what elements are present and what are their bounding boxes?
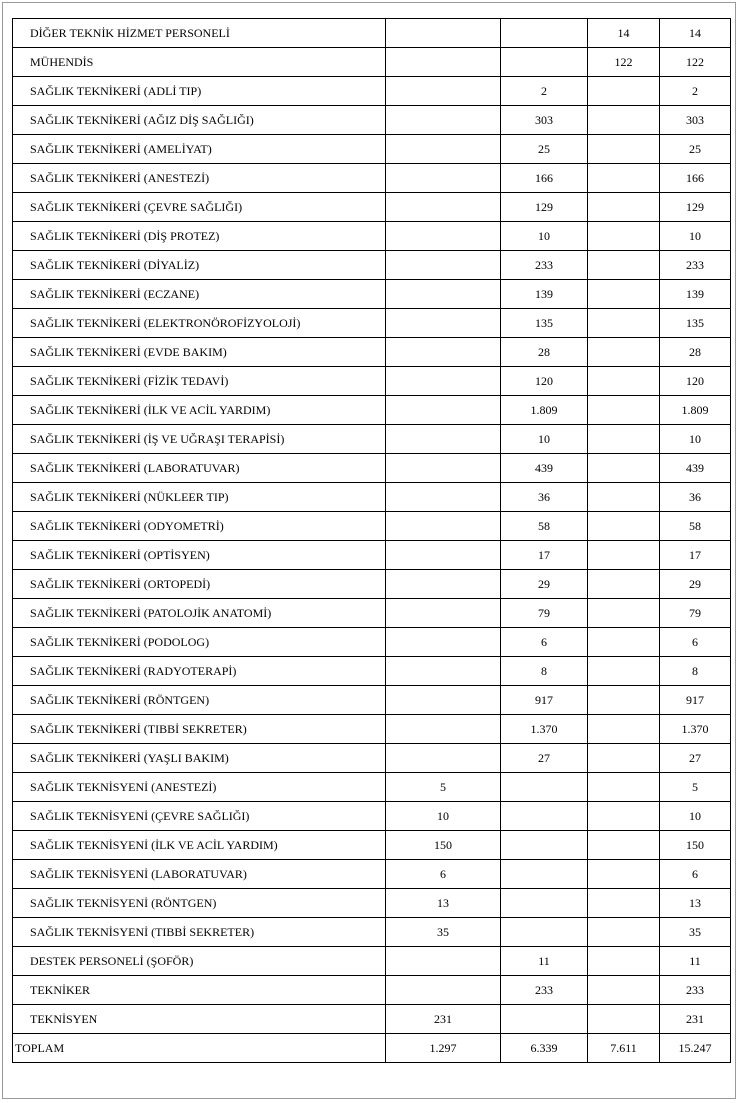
position-name-cell: SAĞLIK TEKNİKERİ (AMELİYAT) bbox=[13, 135, 386, 164]
count-cell-1 bbox=[386, 106, 501, 135]
count-cell-3 bbox=[588, 251, 660, 280]
position-name-cell: SAĞLIK TEKNİKERİ (YAŞLI BAKIM) bbox=[13, 744, 386, 773]
count-cell-3 bbox=[588, 367, 660, 396]
count-cell-2 bbox=[501, 802, 588, 831]
table-row bbox=[13, 309, 731, 338]
count-cell-3 bbox=[588, 918, 660, 947]
table-row bbox=[13, 570, 731, 599]
table-row bbox=[13, 367, 731, 396]
row-total-cell: 122 bbox=[660, 48, 731, 77]
count-cell-2: 28 bbox=[501, 338, 588, 367]
count-cell-1 bbox=[386, 454, 501, 483]
position-name-cell: SAĞLIK TEKNİKERİ (AĞIZ DİŞ SAĞLIĞI) bbox=[13, 106, 386, 135]
table-row bbox=[13, 628, 731, 657]
count-cell-1 bbox=[386, 135, 501, 164]
count-cell-2: 139 bbox=[501, 280, 588, 309]
row-total-cell: 1.370 bbox=[660, 715, 731, 744]
count-cell-2 bbox=[501, 889, 588, 918]
row-total-cell: 11 bbox=[660, 947, 731, 976]
table-row bbox=[13, 164, 731, 193]
count-cell-3 bbox=[588, 1005, 660, 1034]
row-total-cell: 79 bbox=[660, 599, 731, 628]
row-total-cell: 150 bbox=[660, 831, 731, 860]
row-total-cell: 2 bbox=[660, 77, 731, 106]
count-cell-1 bbox=[386, 512, 501, 541]
table-row bbox=[13, 831, 731, 860]
count-cell-1 bbox=[386, 77, 501, 106]
count-cell-2: 10 bbox=[501, 222, 588, 251]
table-row bbox=[13, 657, 731, 686]
count-cell-1 bbox=[386, 367, 501, 396]
count-cell-2: 129 bbox=[501, 193, 588, 222]
count-cell-3 bbox=[588, 280, 660, 309]
count-cell-1 bbox=[386, 338, 501, 367]
count-cell-1: 6 bbox=[386, 860, 501, 889]
table-row bbox=[13, 715, 731, 744]
position-name-cell: SAĞLIK TEKNİSYENİ (ANESTEZİ) bbox=[13, 773, 386, 802]
table-row bbox=[13, 918, 731, 947]
count-cell-3 bbox=[588, 686, 660, 715]
position-name-cell: SAĞLIK TEKNİSYENİ (LABORATUVAR) bbox=[13, 860, 386, 889]
table-row bbox=[13, 396, 731, 425]
count-cell-2: 36 bbox=[501, 483, 588, 512]
row-total-cell: 439 bbox=[660, 454, 731, 483]
row-total-cell: 13 bbox=[660, 889, 731, 918]
row-total-cell: 10 bbox=[660, 802, 731, 831]
table-row bbox=[13, 251, 731, 280]
count-cell-1 bbox=[386, 251, 501, 280]
count-cell-3 bbox=[588, 947, 660, 976]
table-row bbox=[13, 541, 731, 570]
position-name-cell: SAĞLIK TEKNİKERİ (İLK VE ACİL YARDIM) bbox=[13, 396, 386, 425]
count-cell-1 bbox=[386, 744, 501, 773]
position-name-cell: TEKNİKER bbox=[13, 976, 386, 1005]
count-cell-1 bbox=[386, 193, 501, 222]
count-cell-2 bbox=[501, 831, 588, 860]
count-cell-1 bbox=[386, 222, 501, 251]
count-cell-2: 233 bbox=[501, 251, 588, 280]
table-row bbox=[13, 106, 731, 135]
count-cell-3 bbox=[588, 715, 660, 744]
position-name-cell: SAĞLIK TEKNİSYENİ (ÇEVRE SAĞLIĞI) bbox=[13, 802, 386, 831]
count-cell-1 bbox=[386, 686, 501, 715]
table-row bbox=[13, 19, 731, 48]
count-cell-1 bbox=[386, 570, 501, 599]
row-total-cell: 36 bbox=[660, 483, 731, 512]
count-cell-1 bbox=[386, 164, 501, 193]
position-name-cell: SAĞLIK TEKNİKERİ (PATOLOJİK ANATOMİ) bbox=[13, 599, 386, 628]
table-row bbox=[13, 135, 731, 164]
count-cell-1 bbox=[386, 309, 501, 338]
position-name-cell: SAĞLIK TEKNİKERİ (ÇEVRE SAĞLIĞI) bbox=[13, 193, 386, 222]
total-row bbox=[13, 1034, 731, 1063]
count-cell-3 bbox=[588, 657, 660, 686]
position-name-cell: SAĞLIK TEKNİSYENİ (RÖNTGEN) bbox=[13, 889, 386, 918]
count-cell-1 bbox=[386, 396, 501, 425]
count-cell-2 bbox=[501, 1005, 588, 1034]
count-cell-1 bbox=[386, 425, 501, 454]
count-cell-2: 1.809 bbox=[501, 396, 588, 425]
count-cell-1: 231 bbox=[386, 1005, 501, 1034]
count-cell-3 bbox=[588, 512, 660, 541]
count-cell-1 bbox=[386, 541, 501, 570]
row-total-cell: 17 bbox=[660, 541, 731, 570]
count-cell-3 bbox=[588, 802, 660, 831]
position-name-cell: SAĞLIK TEKNİSYENİ (TIBBİ SEKRETER) bbox=[13, 918, 386, 947]
row-total-cell: 27 bbox=[660, 744, 731, 773]
position-name-cell: SAĞLIK TEKNİKERİ (PODOLOG) bbox=[13, 628, 386, 657]
row-total-cell: 1.809 bbox=[660, 396, 731, 425]
count-cell-1 bbox=[386, 657, 501, 686]
position-name-cell: SAĞLIK TEKNİKERİ (ADLİ TIP) bbox=[13, 77, 386, 106]
count-cell-1 bbox=[386, 628, 501, 657]
position-name-cell: SAĞLIK TEKNİKERİ (TIBBİ SEKRETER) bbox=[13, 715, 386, 744]
row-total-cell: 35 bbox=[660, 918, 731, 947]
count-cell-2: 25 bbox=[501, 135, 588, 164]
row-total-cell: 120 bbox=[660, 367, 731, 396]
position-name-cell: SAĞLIK TEKNİKERİ (DİYALİZ) bbox=[13, 251, 386, 280]
position-name-cell: SAĞLIK TEKNİKERİ (FİZİK TEDAVİ) bbox=[13, 367, 386, 396]
table-row bbox=[13, 744, 731, 773]
row-total-cell: 303 bbox=[660, 106, 731, 135]
table-row bbox=[13, 773, 731, 802]
row-total-cell: 8 bbox=[660, 657, 731, 686]
position-name-cell: SAĞLIK TEKNİKERİ (ODYOMETRİ) bbox=[13, 512, 386, 541]
count-cell-3: 7.611 bbox=[588, 1034, 660, 1063]
count-cell-3 bbox=[588, 135, 660, 164]
count-cell-2: 6 bbox=[501, 628, 588, 657]
count-cell-2: 1.370 bbox=[501, 715, 588, 744]
row-total-cell: 6 bbox=[660, 860, 731, 889]
table-row bbox=[13, 425, 731, 454]
table-row bbox=[13, 280, 731, 309]
count-cell-3 bbox=[588, 222, 660, 251]
count-cell-1: 35 bbox=[386, 918, 501, 947]
count-cell-2: 166 bbox=[501, 164, 588, 193]
count-cell-2 bbox=[501, 860, 588, 889]
position-name-cell: SAĞLIK TEKNİKERİ (ECZANE) bbox=[13, 280, 386, 309]
count-cell-1 bbox=[386, 976, 501, 1005]
table-row bbox=[13, 802, 731, 831]
position-name-cell: DİĞER TEKNİK HİZMET PERSONELİ bbox=[13, 19, 386, 48]
count-cell-3 bbox=[588, 338, 660, 367]
count-cell-2: 233 bbox=[501, 976, 588, 1005]
row-total-cell: 139 bbox=[660, 280, 731, 309]
row-total-cell: 231 bbox=[660, 1005, 731, 1034]
position-name-cell: MÜHENDİS bbox=[13, 48, 386, 77]
table-row bbox=[13, 889, 731, 918]
table-row bbox=[13, 860, 731, 889]
count-cell-3 bbox=[588, 77, 660, 106]
count-cell-1 bbox=[386, 715, 501, 744]
position-name-cell: SAĞLIK TEKNİKERİ (EVDE BAKIM) bbox=[13, 338, 386, 367]
table-row bbox=[13, 976, 731, 1005]
table-row bbox=[13, 454, 731, 483]
count-cell-2 bbox=[501, 773, 588, 802]
count-cell-2: 6.339 bbox=[501, 1034, 588, 1063]
count-cell-3 bbox=[588, 309, 660, 338]
table-row bbox=[13, 48, 731, 77]
position-name-cell: SAĞLIK TEKNİKERİ (NÜKLEER TIP) bbox=[13, 483, 386, 512]
count-cell-3 bbox=[588, 454, 660, 483]
position-name-cell: TEKNİSYEN bbox=[13, 1005, 386, 1034]
row-total-cell: 233 bbox=[660, 251, 731, 280]
table-body bbox=[13, 19, 731, 1063]
row-total-cell: 15.247 bbox=[660, 1034, 731, 1063]
count-cell-2: 27 bbox=[501, 744, 588, 773]
count-cell-1: 1.297 bbox=[386, 1034, 501, 1063]
position-name-cell: DESTEK PERSONELİ (ŞOFÖR) bbox=[13, 947, 386, 976]
count-cell-2: 79 bbox=[501, 599, 588, 628]
table-row bbox=[13, 947, 731, 976]
count-cell-3 bbox=[588, 773, 660, 802]
count-cell-3 bbox=[588, 599, 660, 628]
count-cell-1 bbox=[386, 483, 501, 512]
table-row bbox=[13, 193, 731, 222]
count-cell-2: 917 bbox=[501, 686, 588, 715]
count-cell-2 bbox=[501, 918, 588, 947]
row-total-cell: 29 bbox=[660, 570, 731, 599]
count-cell-3 bbox=[588, 106, 660, 135]
table-row bbox=[13, 77, 731, 106]
count-cell-1: 150 bbox=[386, 831, 501, 860]
count-cell-3 bbox=[588, 425, 660, 454]
row-total-cell: 135 bbox=[660, 309, 731, 338]
count-cell-2: 2 bbox=[501, 77, 588, 106]
position-name-cell: SAĞLIK TEKNİKERİ (İŞ VE UĞRAŞI TERAPİSİ) bbox=[13, 425, 386, 454]
table-row bbox=[13, 512, 731, 541]
position-name-cell: SAĞLIK TEKNİKERİ (OPTİSYEN) bbox=[13, 541, 386, 570]
table-row bbox=[13, 686, 731, 715]
position-name-cell: SAĞLIK TEKNİKERİ (LABORATUVAR) bbox=[13, 454, 386, 483]
row-total-cell: 58 bbox=[660, 512, 731, 541]
row-total-cell: 5 bbox=[660, 773, 731, 802]
position-name-cell: SAĞLIK TEKNİKERİ (ANESTEZİ) bbox=[13, 164, 386, 193]
count-cell-2: 10 bbox=[501, 425, 588, 454]
count-cell-2: 58 bbox=[501, 512, 588, 541]
position-name-cell: SAĞLIK TEKNİSYENİ (İLK VE ACİL YARDIM) bbox=[13, 831, 386, 860]
count-cell-3 bbox=[588, 193, 660, 222]
row-total-cell: 28 bbox=[660, 338, 731, 367]
staff-count-table bbox=[12, 18, 731, 1063]
count-cell-3: 122 bbox=[588, 48, 660, 77]
position-name-cell: SAĞLIK TEKNİKERİ (DİŞ PROTEZ) bbox=[13, 222, 386, 251]
table-row bbox=[13, 599, 731, 628]
row-total-cell: 10 bbox=[660, 425, 731, 454]
count-cell-3 bbox=[588, 164, 660, 193]
row-total-cell: 25 bbox=[660, 135, 731, 164]
position-name-cell: SAĞLIK TEKNİKERİ (RADYOTERAPİ) bbox=[13, 657, 386, 686]
count-cell-2: 120 bbox=[501, 367, 588, 396]
count-cell-2: 303 bbox=[501, 106, 588, 135]
count-cell-3 bbox=[588, 976, 660, 1005]
count-cell-3 bbox=[588, 483, 660, 512]
table-row bbox=[13, 483, 731, 512]
row-total-cell: 14 bbox=[660, 19, 731, 48]
count-cell-1 bbox=[386, 947, 501, 976]
document-page bbox=[2, 2, 736, 1099]
row-total-cell: 6 bbox=[660, 628, 731, 657]
count-cell-3 bbox=[588, 396, 660, 425]
position-name-cell: SAĞLIK TEKNİKERİ (ORTOPEDİ) bbox=[13, 570, 386, 599]
row-total-cell: 917 bbox=[660, 686, 731, 715]
count-cell-1 bbox=[386, 280, 501, 309]
count-cell-2: 439 bbox=[501, 454, 588, 483]
table-row bbox=[13, 1005, 731, 1034]
table-row bbox=[13, 222, 731, 251]
count-cell-2 bbox=[501, 48, 588, 77]
count-cell-3 bbox=[588, 628, 660, 657]
row-total-cell: 129 bbox=[660, 193, 731, 222]
count-cell-2: 29 bbox=[501, 570, 588, 599]
row-total-cell: 166 bbox=[660, 164, 731, 193]
count-cell-2 bbox=[501, 19, 588, 48]
count-cell-1 bbox=[386, 19, 501, 48]
count-cell-2: 11 bbox=[501, 947, 588, 976]
position-name-cell: SAĞLIK TEKNİKERİ (RÖNTGEN) bbox=[13, 686, 386, 715]
table-row bbox=[13, 338, 731, 367]
position-name-cell: TOPLAM bbox=[13, 1034, 386, 1063]
count-cell-3 bbox=[588, 541, 660, 570]
count-cell-1 bbox=[386, 599, 501, 628]
count-cell-2: 17 bbox=[501, 541, 588, 570]
count-cell-3 bbox=[588, 570, 660, 599]
count-cell-2: 135 bbox=[501, 309, 588, 338]
count-cell-3 bbox=[588, 860, 660, 889]
row-total-cell: 233 bbox=[660, 976, 731, 1005]
count-cell-1: 5 bbox=[386, 773, 501, 802]
count-cell-3 bbox=[588, 831, 660, 860]
count-cell-1: 10 bbox=[386, 802, 501, 831]
row-total-cell: 10 bbox=[660, 222, 731, 251]
count-cell-3 bbox=[588, 889, 660, 918]
count-cell-3: 14 bbox=[588, 19, 660, 48]
position-name-cell: SAĞLIK TEKNİKERİ (ELEKTRONÖROFİZYOLOJİ) bbox=[13, 309, 386, 338]
count-cell-2: 8 bbox=[501, 657, 588, 686]
count-cell-1 bbox=[386, 48, 501, 77]
count-cell-3 bbox=[588, 744, 660, 773]
count-cell-1: 13 bbox=[386, 889, 501, 918]
